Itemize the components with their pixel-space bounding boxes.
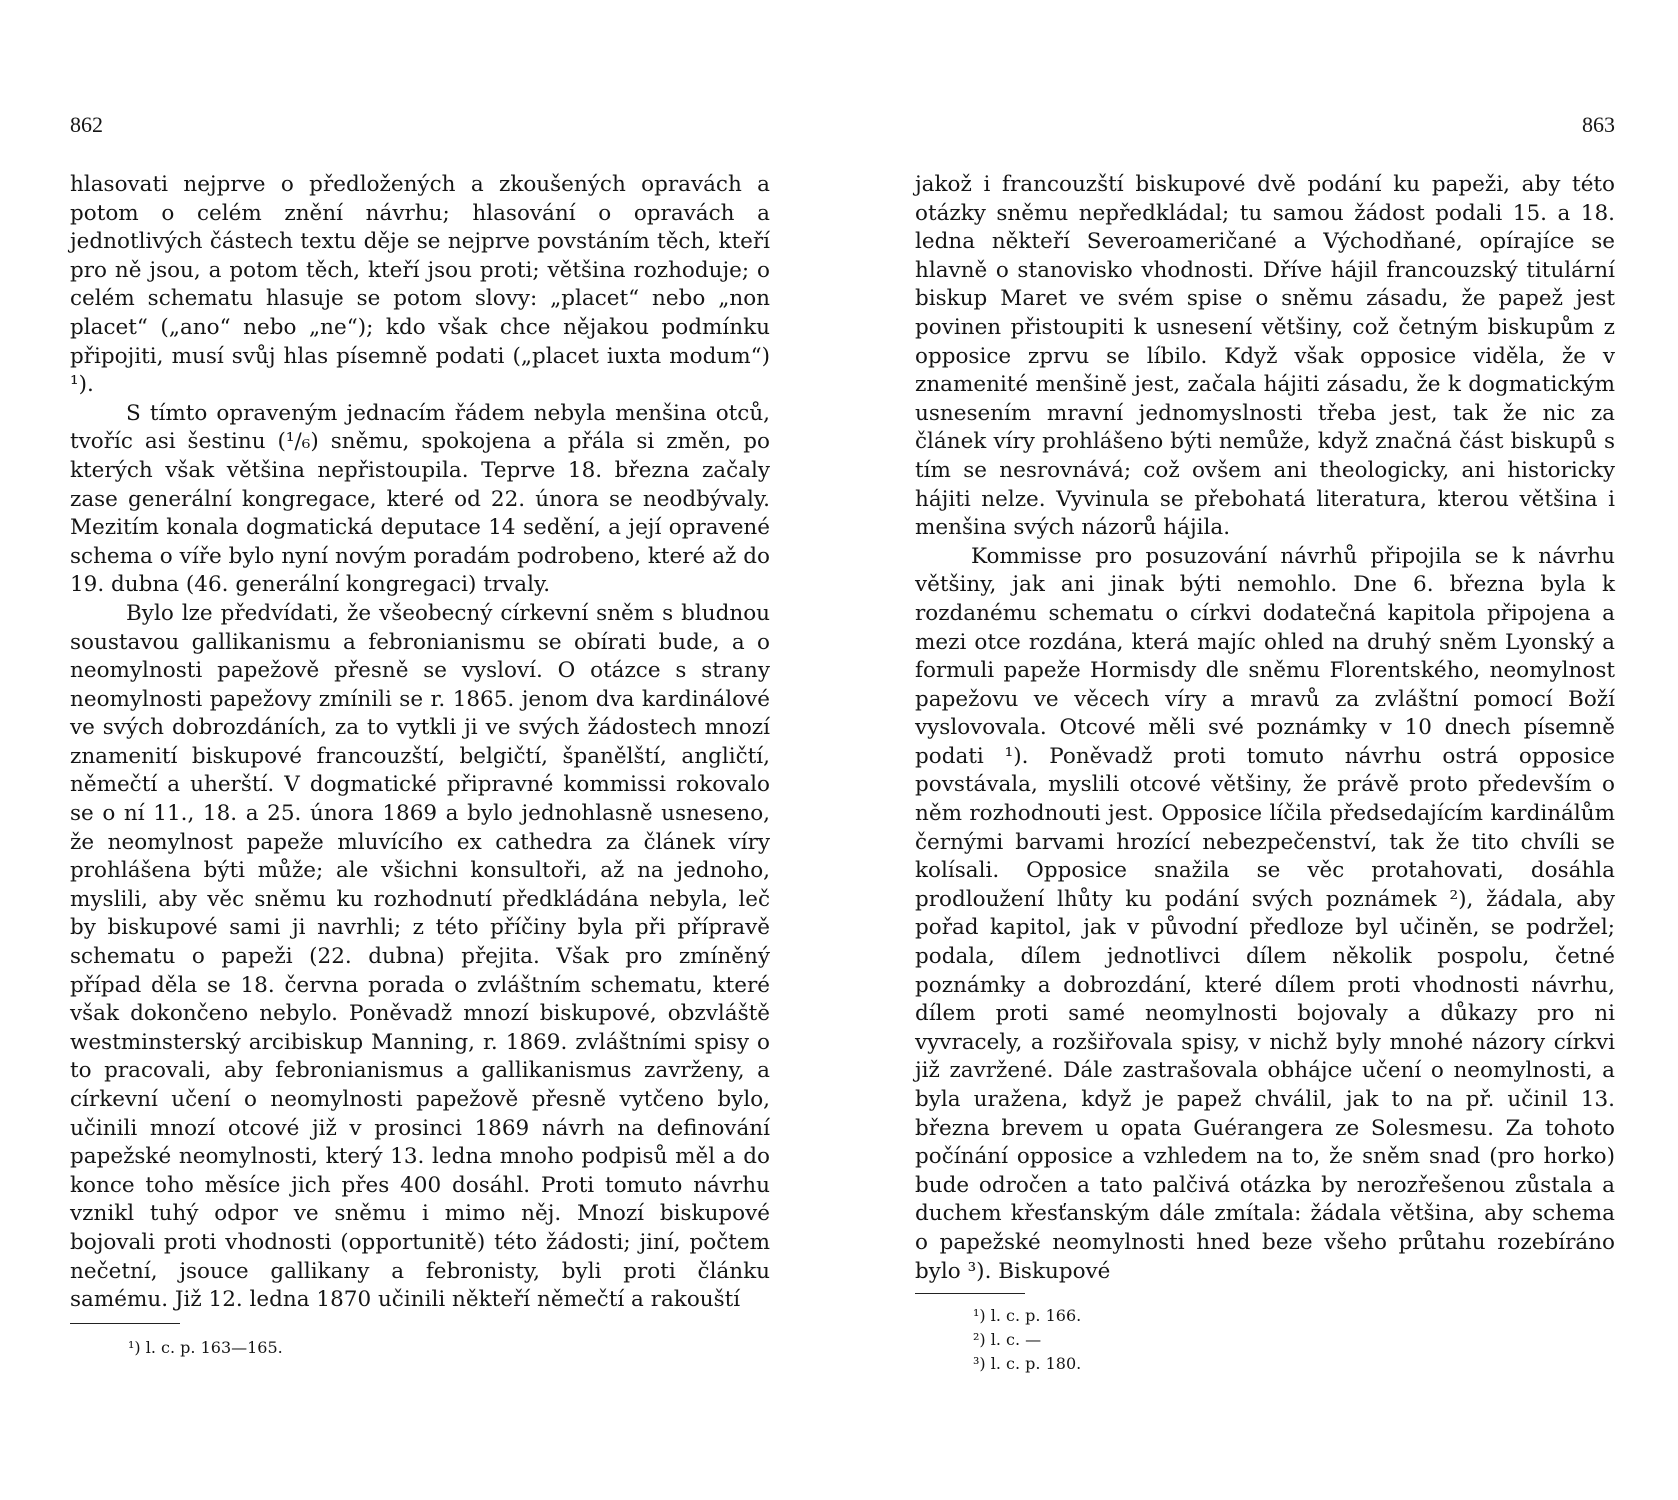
right-page xyxy=(915,0,1615,1500)
footnotes xyxy=(128,1336,283,1360)
footnote-divider xyxy=(915,1293,1025,1294)
paragraph: S tímto opraveným jednacím řádem nebyla menšina otců, tvoříc asi šestinu (¹/₆) sněmu, spokojena a přála si změn, po kterých však většina nepřistoupila. Teprve 18. března začaly zase generální kongregace, které od 22. února se neodbývaly. Mezitím konala dogmatická deputace 14 sedění, a její opravené schema o víře bylo nyní novým poradám podrobeno, které až do 19. dubna (46. generální kongregaci) trvaly. xyxy=(70,400,770,598)
paragraph: jakož i francouzští biskupové dvě podání ku papeži, aby této otázky sněmu nepředkládal; tu samou žádost podali 15. a 18. ledna někteří Severoameričané a Východňané, opírajíce se hlavně o stanovisko vhodnosti. Dříve hájil francouzský titulární biskup Maret ve svém spise o sněmu zásadu, že papež jest povinen přistoupiti k usnesení většiny, což četným biskupům z opposice zprvu se líbilo. Když však opposice viděla, že v znamenité menšině jest, začala hájiti zásadu, že k dogmatickým usnesením mravní jednomyslnosti třeba jest, tak že nic za článek víry prohlášeno býti nemůže, když značná část biskupů s tím se nesrovnává; což ovšem ani theologicky, ani historicky hájiti nelze. Vyvinula se přebohatá literatura, kterou většina i menšina svých názorů hájila. xyxy=(915,172,1615,541)
left-page xyxy=(70,0,770,1500)
footnote: ¹) l. c. p. 163—165. xyxy=(128,1338,283,1357)
footnote: ¹) l. c. p. 166. xyxy=(973,1306,1082,1325)
footnote-divider xyxy=(70,1323,180,1324)
paragraph: Kommisse pro posuzování návrhů připojila se k návrhu většiny, jak ani jinak býti nemohlo. Dne 6. března byla k rozdanému schematu o církvi dodatečná kapitola připojena a mezi otce rozdána, která majíc ohled na druhý sněm Lyonský a formuli papeže Hormisdy dle sněmu Florentského, neomylnost papežovu ve věcech víry a mravů za zvláštní pomocí Boží vyslovovala. Otcové měli své poznámky v 10 dnech písemně podati ¹). Poněvadž proti tomuto návrhu ostrá opposice povstávala, myslili otcové většiny, že právě proto především o něm rozhodnouti jest. Opposice líčila předsedajícím kardinálům černými barvami hrozící nebezpečenství, tak že tito chvíli se kolísali. Opposice snažila se věc protahovati, dosáhla prodloužení lhůty ku podání svých poznámek ²), žádala, aby pořad kapitol, jak v původní předloze byl učiněn, se podržel; podala, dílem jednotlivci dílem několik pospolu, četné poznámky a dobrozdání, které dílem proti vhodnosti návrhu, dílem proti samé neomylnosti bojovaly a důkazy pro ni vyvracely, a rozšiřovala spisy, v nichž byly mnohé názory církvi již zavržené. Dále zastrašovala obhájce učení o neomylnosti, a byla uražena, když je papež chválil, jak to na př. učinil 13. března brevem u opata Guérangera ze Solesmesu. Za tohoto počínání opposice a vzhledem na to, že sněm snad (pro horko) bude odročen a tato palčivá otázka by nerozřešenou zůstala a duchem křesťanským dále zmítala: žádala většina, aby schema o papežské neomylnosti hned beze všeho průtahu rozebíráno bylo ³). Biskupové xyxy=(915,543,1615,1284)
page-number: 863 xyxy=(1582,112,1615,137)
paragraph: hlasovati nejprve o předložených a zkoušených opravách a potom o celém znění návrhu; hlasování o opravách a jednotlivých částech textu děje se nejprve povstáním těch, kteří pro ně jsou, a potom těch, kteří jsou proti; většina rozhoduje; o celém schematu hlasuje se potom slovy: „placet“ nebo „non placet“ („ano“ nebo „ne“); kdo však chce nějakou podmínku připojiti, musí svůj hlas písemně podati („placet iuxta modum“) ¹). xyxy=(70,172,770,398)
page-number: 862 xyxy=(70,112,103,137)
footnote: ³) l. c. p. 180. xyxy=(973,1354,1082,1373)
paragraph: Bylo lze předvídati, že všeobecný církevní sněm s bludnou soustavou gallikanismu a febronianismu se obírati bude, a o neomylnosti papežově přesně se vysloví. O otázce s strany neomylnosti papežovy zmínili se r. 1865. jenom dva kardinálové ve svých dobrozdáních, za to vytkli ji ve svých žádostech mnozí znamenití biskupové francouzští, belgičtí, španělští, angličtí, němečtí a uherští. V dogmatické připravné kommissi rokovalo se o ní 11., 18. a 25. února 1869 a bylo jednohlasně usneseno, že neomylnost papeže mluvícího ex cathedra za článek víry prohlášena býti může; ale všichni konsultoři, až na jednoho, myslili, aby věc sněmu ku rozhodnutí předkládána nebyla, leč by biskupové sami ji navrhli; z této příčiny byla při přípravě schematu o papeži (22. dubna) přejita. Však pro zmíněný případ děla se 18. června porada o zvláštním schematu, které však dokončeno nebylo. Poněvadž mnozí biskupové, obzvláště westminsterský arcibiskup Manning, r. 1869. zvláštními spisy o to pracovali, aby febronianismus a gallikanismus zavrženy, a církevní učení o neomylnosti papežově přesně vytčeno bylo, učinili mnozí otcové již v prosinci 1869 návrh na definování papežské neomylnosti, který 13. ledna mnoho podpisů měl a do konce toho měsíce jich přes 400 dosáhl. Proti tomuto návrhu vznikl tuhý odpor ve sněmu i mimo něj. Mnozí biskupové bojovali proti vhodnosti (opportunitě) této žádosti; jiní, počtem nečetní, jsouce gallikany a febronisty, byli proti článku samému. Již 12. ledna 1870 učinili někteří němečtí a rakouští xyxy=(70,600,770,1313)
body-text xyxy=(70,171,770,1315)
footnote: ²) l. c. — xyxy=(973,1330,1042,1349)
body-text xyxy=(915,171,1615,1286)
footnotes xyxy=(973,1304,1081,1376)
